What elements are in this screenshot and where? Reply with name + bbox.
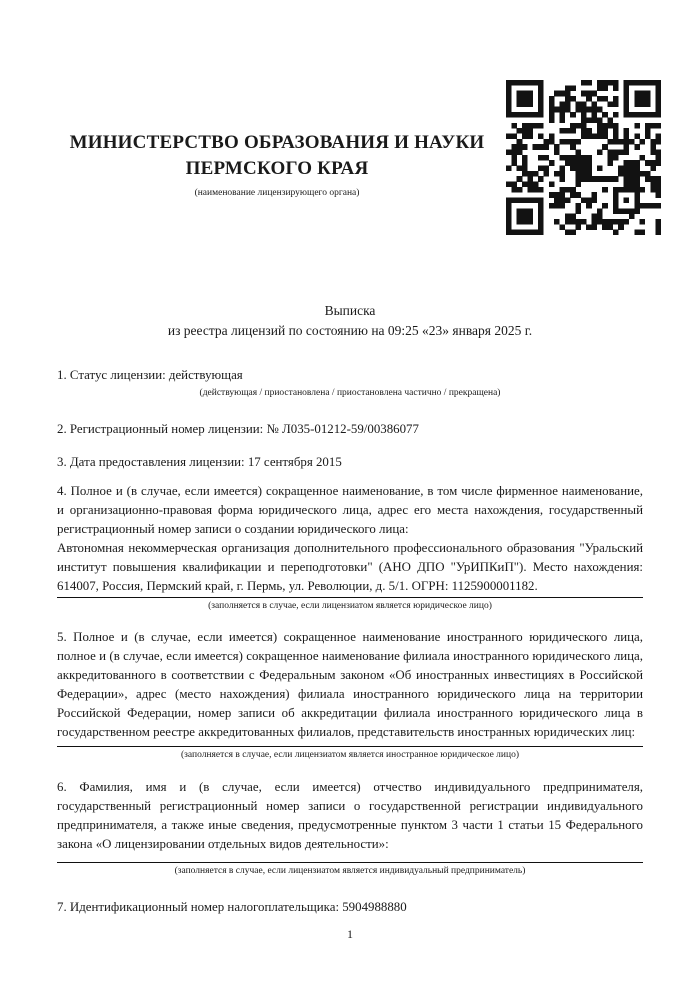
field-foreign-entity-label: 5. Полное и (в случае, если имеется) сокращенное наименование иностранного юридического лица, полное и (в случае, если имеется) сокращенное наименование филиала иностранного юридического лица, аккредитованного в соответствии с Федеральным законом «Об иностранных инвестициях в Российской Федерации», адрес (место нахождения) филиала иностранного юридического лица на территории Российской Федерации, номер записи об аккредитации филиала иностранного юридического лица в государственном реестре аккредитованных филиалов, представительств иностранных юридических лиц:: [57, 630, 643, 739]
authority-name-line1: МИНИСТЕРСТВО ОБРАЗОВАНИЯ И НАУКИ: [69, 132, 485, 153]
field-foreign-entity-caption: (заполняется в случае, если лицензиатом является иностранное юридическое лицо): [181, 750, 519, 760]
field-individual-entrepreneur-caption: (заполняется в случае, если лицензиатом является индивидуальный предприниматель): [174, 866, 526, 876]
document-title: [57, 301, 643, 340]
document-title-line2: из реестра лицензий по состоянию на 09:25 «23» января 2025 г.: [167, 322, 533, 338]
field-individual-entrepreneur: [57, 778, 643, 877]
field-taxpayer-id-text: 7. Идентификационный номер налогоплательщика: 5904988880: [57, 900, 407, 914]
field-registration-number: [57, 420, 643, 439]
field-license-date-text: 3. Дата предоставления лицензии: 17 сентября 2015: [57, 455, 342, 469]
field-individual-entrepreneur-label: 6. Фамилия, имя и (в случае, если имеется) отчество индивидуального предпринимателя, государственный регистрационный номер записи о государственной регистрации индивидуального предпринимателя, а также иные сведения, предусмотренные пунктом 3 части 1 статьи 15 Федерального закона «О лицензировании отдельных видов деятельности»:: [57, 780, 643, 851]
fill-line: [57, 597, 643, 598]
qr-code: [506, 80, 661, 235]
document-title-line1: Выписка: [324, 303, 376, 318]
fill-line: [57, 746, 643, 747]
field-license-status-caption: (действующая / приостановлена / приостановлена частично / прекращена): [199, 388, 501, 398]
field-license-status: [57, 366, 643, 399]
authority-name-line2: ПЕРМСКОГО КРАЯ: [185, 158, 369, 179]
field-legal-entity-label: 4. Полное и (в случае, если имеется) сокращенное наименование, в том числе фирменное наименование, и организационно-правовая форма юридического лица, адрес его места нахождения, государственный регистрационный номер записи о создании юридического лица:: [57, 484, 643, 536]
field-taxpayer-id: [57, 898, 643, 917]
field-license-date: [57, 453, 643, 472]
fill-line: [57, 862, 643, 863]
field-legal-entity-caption: (заполняется в случае, если лицензиатом является юридическое лицо): [208, 601, 492, 611]
page-number: 1: [347, 927, 353, 941]
field-legal-entity: [57, 482, 643, 612]
field-license-status-text: 1. Статус лицензии: действующая: [57, 368, 243, 382]
document-body: [57, 366, 643, 917]
field-legal-entity-value: Автономная некоммерческая организация дополнительного профессионального образования "Уральский институт повышения квалификации и переподготовки" (АНО ДПО "УрИПКиП"). Место нахождения: 614007, Россия, Пермский край, г. Пермь, ул. Революции, д. 5/1. ОГРН: 1125900001182.: [57, 541, 643, 593]
authority-caption: (наименование лицензирующего органа): [194, 188, 360, 198]
licensing-authority-header: [57, 130, 497, 199]
authority-name: [57, 130, 497, 182]
field-foreign-entity: [57, 628, 643, 761]
field-registration-number-text: 2. Регистрационный номер лицензии: № Л035-01212-59/00386077: [57, 422, 419, 436]
